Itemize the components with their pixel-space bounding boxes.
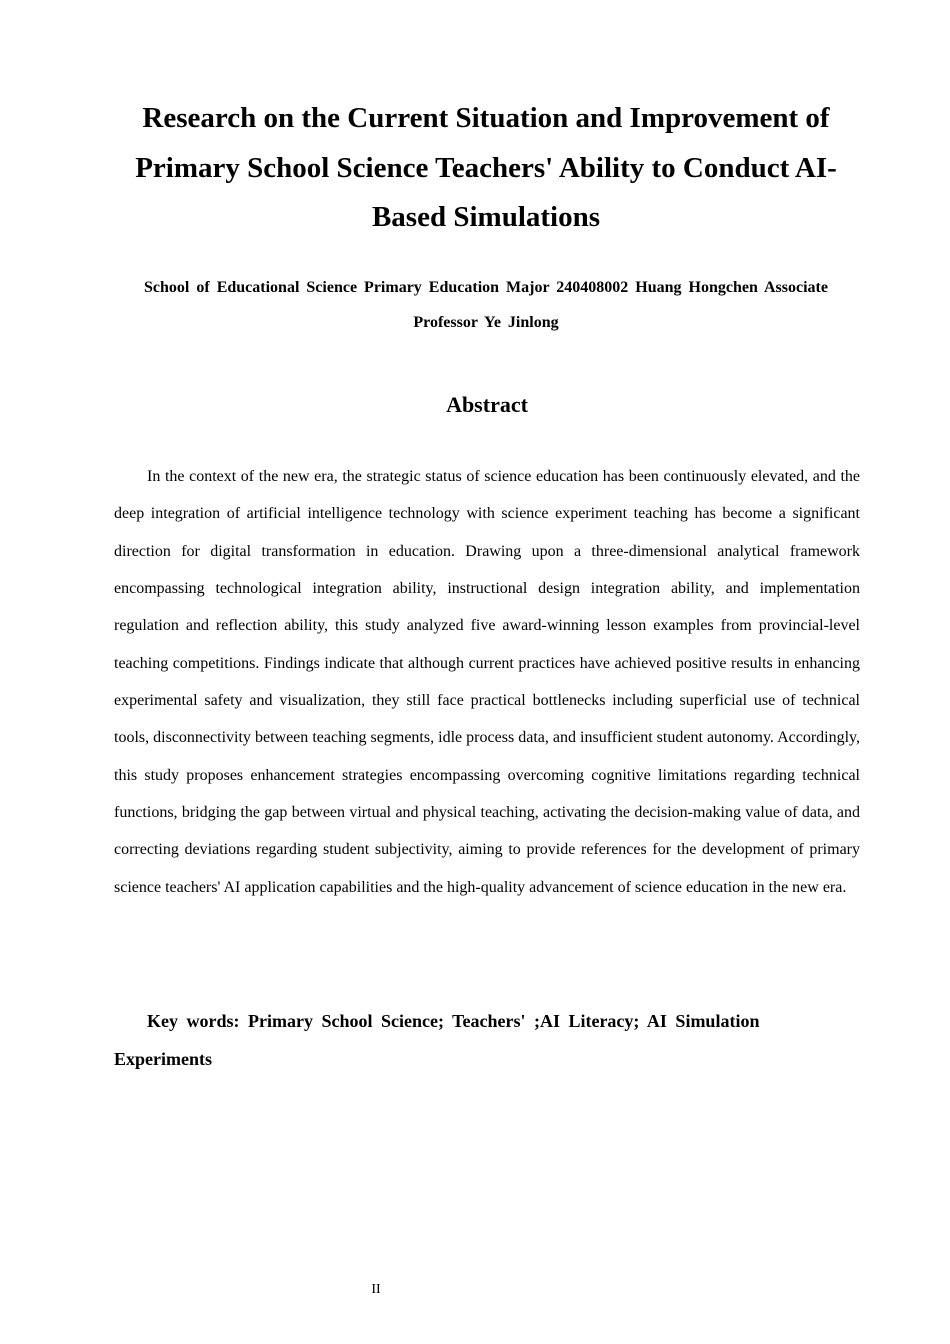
- author-info: School of Educational Science Primary Education Major 240408002 Huang Hongchen Associate Professor Ye Jinlong: [144, 279, 828, 331]
- page-number: II: [371, 1282, 381, 1297]
- keywords-label: Key words:: [147, 1011, 240, 1031]
- paper-title: Research on the Current Situation and Improvement of Primary School Science Teachers' Ability to Conduct AI-Based Simulations: [135, 102, 837, 233]
- abstract-heading: Abstract: [446, 392, 528, 417]
- keywords-text: Primary School Science; Teachers' ;AI Literacy; AI Simulation Experiments: [114, 1011, 760, 1069]
- keywords-paragraph: [114, 1002, 860, 1078]
- abstract-text: In the context of the new era, the strategic status of science education has been continuously elevated, and the deep integration of artificial intelligence technology with science experiment teaching has become a significant direction for digital transformation in education. Drawing upon a three-dimensional analytical framework encompassing technological integration ability, instructional design integration ability, and implementation regulation and reflection ability, this study analyzed five award-winning lesson examples from provincial-level teaching competitions. Findings indicate that although current practices have achieved positive results in enhancing experimental safety and visualization, they still face practical bottlenecks including superficial use of technical tools, disconnectivity between teaching segments, idle process data, and insufficient student autonomy. Accordingly, this study proposes enhancement strategies encompassing overcoming cognitive limitations regarding technical functions, bridging the gap between virtual and physical teaching, activating the decision-making value of data, and correcting deviations regarding student subjectivity, aiming to provide references for the development of primary science teachers' AI application capabilities and the high-quality advancement of science education in the new era.: [114, 468, 860, 896]
